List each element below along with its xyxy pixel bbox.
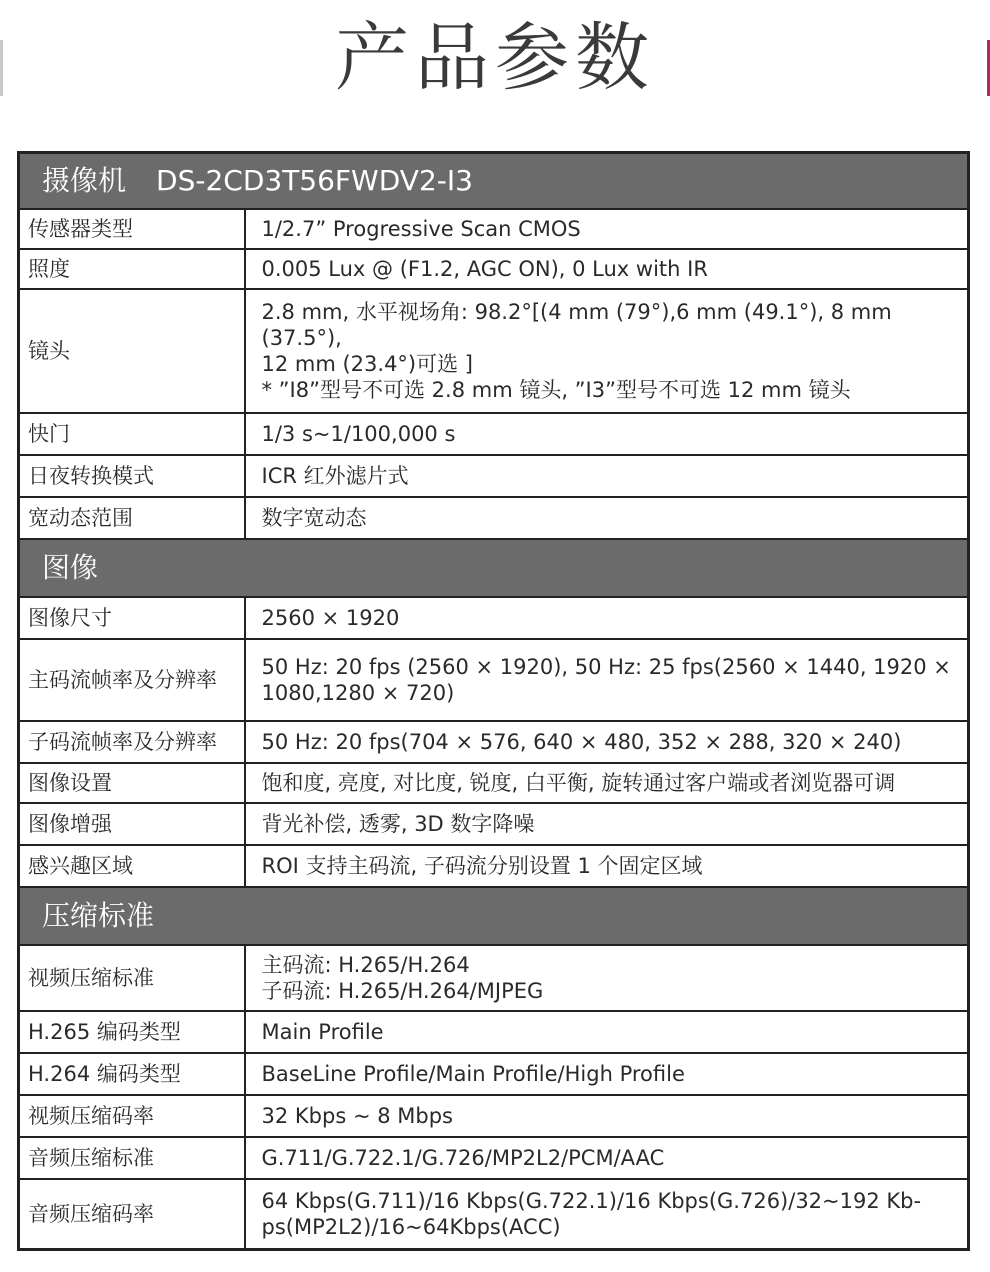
table-row — [19, 289, 969, 413]
row-label: 传感器类型 — [19, 209, 245, 249]
table-row — [19, 945, 969, 1011]
row-label: 照度 — [19, 249, 245, 289]
row-label: 宽动态范围 — [19, 497, 245, 539]
table-row — [19, 845, 969, 887]
section-header-compression — [19, 887, 969, 945]
row-label: 视频压缩码率 — [19, 1095, 245, 1137]
row-label: 镜头 — [19, 289, 245, 413]
value-line: 1/3 s~1/100,000 s — [261, 422, 456, 446]
row-value — [245, 1179, 969, 1249]
table-row — [19, 1179, 969, 1249]
table-row — [19, 1011, 969, 1053]
section-title: 压缩标准 — [19, 887, 969, 945]
row-label: 图像设置 — [19, 763, 245, 803]
table-row — [19, 1137, 969, 1179]
value-line: 0.005 Lux @ (F1.2, AGC ON), 0 Lux with IR — [261, 257, 708, 281]
table-row — [19, 249, 969, 289]
table-row — [19, 721, 969, 763]
table-row — [19, 803, 969, 845]
value-line: 2560 × 1920 — [261, 606, 400, 630]
value-line: 主码流: H.265/H.264 — [261, 953, 470, 977]
table-row — [19, 639, 969, 721]
row-value — [245, 455, 969, 497]
row-label: 日夜转换模式 — [19, 455, 245, 497]
row-value — [245, 1011, 969, 1053]
table-row — [19, 1095, 969, 1137]
row-label: 子码流帧率及分辨率 — [19, 721, 245, 763]
table-row — [19, 1053, 969, 1095]
row-label: 主码流帧率及分辨率 — [19, 639, 245, 721]
value-line: 50 Hz: 20 fps (2560 × 1920), 50 Hz: 25 fps(2560 × 1440, 1920 × — [261, 655, 951, 679]
row-label: H.265 编码类型 — [19, 1011, 245, 1053]
spec-table — [17, 151, 970, 1251]
row-label: 音频压缩标准 — [19, 1137, 245, 1179]
value-line: Main Profile — [261, 1020, 384, 1044]
value-line: 12 mm (23.4°)可选 ] — [261, 352, 473, 376]
row-value — [245, 945, 969, 1011]
value-line: 1/2.7” Progressive Scan CMOS — [261, 217, 581, 241]
table-row — [19, 455, 969, 497]
value-line: ps(MP2L2)/16~64Kbps(ACC) — [261, 1214, 561, 1239]
table-row — [19, 597, 969, 639]
value-line: ROI 支持主码流, 子码流分别设置 1 个固定区域 — [261, 854, 703, 878]
table-row — [19, 209, 969, 249]
section-header-image — [19, 539, 969, 597]
row-value — [245, 845, 969, 887]
row-value — [245, 1095, 969, 1137]
row-label: 快门 — [19, 413, 245, 455]
value-line: G.711/G.722.1/G.726/MP2L2/PCM/AAC — [261, 1146, 665, 1170]
table-row — [19, 413, 969, 455]
row-value — [245, 249, 969, 289]
value-line: 子码流: H.265/H.264/MJPEG — [261, 979, 544, 1003]
value-line: BaseLine Profile/Main Profile/High Profile — [261, 1062, 685, 1086]
page-title: 产品参数 — [335, 15, 655, 101]
table-row — [19, 497, 969, 539]
value-line: 64 Kbps(G.711)/16 Kbps(G.722.1)/16 Kbps(G.726)/32~192 Kb- — [261, 1188, 922, 1213]
value-line: 1080,1280 × 720) — [261, 681, 455, 705]
row-label: 音频压缩码率 — [19, 1179, 245, 1249]
value-line: 背光补偿, 透雾, 3D 数字降噪 — [261, 812, 535, 836]
value-line: 饱和度, 亮度, 对比度, 锐度, 白平衡, 旋转通过客户端或者浏览器可调 — [261, 771, 896, 795]
value-line: 2.8 mm, 水平视场角: 98.2°[(4 mm (79°),6 mm (49.1°), 8 mm (37.5°), — [261, 300, 892, 350]
value-line: 50 Hz: 20 fps(704 × 576, 640 × 480, 352 × 288, 320 × 240) — [261, 730, 902, 754]
section-title: 图像 — [19, 539, 969, 597]
value-line: 32 Kbps ~ 8 Mbps — [261, 1104, 453, 1128]
row-value — [245, 1053, 969, 1095]
row-label: 图像尺寸 — [19, 597, 245, 639]
camera-model: DS-2CD3T56FWDV2-I3 — [156, 164, 473, 197]
row-value — [245, 763, 969, 803]
section-header-camera — [19, 153, 969, 210]
row-value — [245, 1137, 969, 1179]
row-label: H.264 编码类型 — [19, 1053, 245, 1095]
section-title: 摄像机 — [42, 164, 127, 197]
row-value — [245, 289, 969, 413]
row-value — [245, 639, 969, 721]
row-label: 感兴趣区域 — [19, 845, 245, 887]
table-row — [19, 763, 969, 803]
value-line: * ”I8”型号不可选 2.8 mm 镜头, ”I3”型号不可选 12 mm 镜头 — [261, 378, 851, 402]
row-label: 视频压缩标准 — [19, 945, 245, 1011]
value-line: ICR 红外滤片式 — [261, 464, 409, 488]
row-value — [245, 413, 969, 455]
row-value — [245, 803, 969, 845]
row-label: 图像增强 — [19, 803, 245, 845]
value-line: 数字宽动态 — [261, 506, 367, 530]
row-value — [245, 721, 969, 763]
row-value — [245, 209, 969, 249]
row-value — [245, 497, 969, 539]
row-value — [245, 597, 969, 639]
